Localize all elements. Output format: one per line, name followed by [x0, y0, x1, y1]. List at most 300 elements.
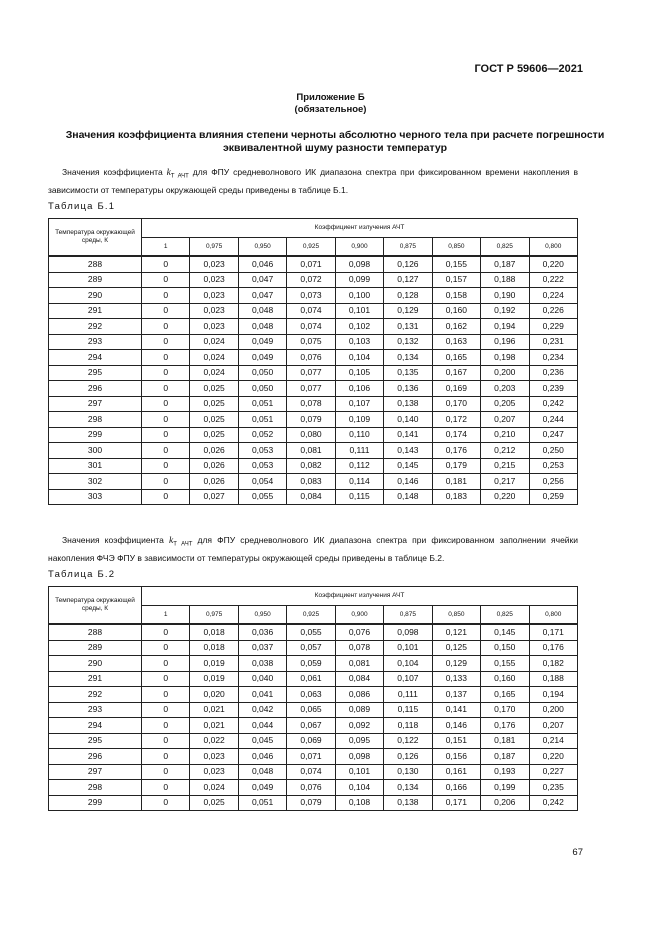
coefficient-cell: 0: [142, 303, 190, 319]
coefficient-cell: 0,126: [384, 256, 432, 272]
temperature-cell: 292: [49, 687, 142, 703]
coefficient-cell: 0: [142, 733, 190, 749]
table-row: [49, 303, 578, 319]
coefficient-cell: 0,079: [287, 795, 335, 811]
coefficient-cell: 0,104: [335, 780, 383, 796]
coefficient-cell: 0,051: [238, 396, 286, 412]
coefficient-cell: 0,162: [432, 319, 480, 335]
coefficient-cell: 0,048: [238, 764, 286, 780]
table1-header-group: Коэффициент излучения АЧТ: [142, 219, 578, 238]
coefficient-cell: 0,115: [384, 702, 432, 718]
table-row: [49, 365, 578, 381]
coefficient-cell: 0,107: [335, 396, 383, 412]
coefficient-cell: 0,192: [481, 303, 529, 319]
para2-prefix: Значения коэффициента: [62, 535, 169, 545]
coefficient-cell: 0: [142, 396, 190, 412]
table-row: [49, 656, 578, 672]
coefficient-cell: 0: [142, 365, 190, 381]
coefficient-cell: 0,156: [432, 749, 480, 765]
coefficient-cell: 0,146: [432, 718, 480, 734]
coefficient-cell: 0,023: [190, 749, 238, 765]
temperature-cell: 300: [49, 443, 142, 459]
table2-column-header: 0,975: [190, 606, 238, 625]
table1-column-header: 0,925: [287, 238, 335, 257]
coefficient-cell: 0,165: [432, 350, 480, 366]
table-row: [49, 780, 578, 796]
para2-symbol: k: [168, 536, 174, 546]
coefficient-cell: 0,129: [384, 303, 432, 319]
coefficient-cell: 0,071: [287, 256, 335, 272]
coefficient-cell: 0,027: [190, 489, 238, 505]
coefficient-cell: 0,193: [481, 764, 529, 780]
coefficient-cell: 0,176: [481, 718, 529, 734]
table-row: [49, 256, 578, 272]
table-row: [49, 474, 578, 490]
coefficient-cell: 0,112: [335, 458, 383, 474]
table-row: [49, 427, 578, 443]
coefficient-cell: 0,210: [481, 427, 529, 443]
table1-column-header: 0,800: [529, 238, 578, 257]
coefficient-cell: 0: [142, 256, 190, 272]
para1-suffix: для ФПУ средневолнового ИК диапазона спектра при фиксированном времени накопления в зависимости от температуры окружающей среды приведены в таблице Б.1.: [48, 167, 579, 195]
coefficient-cell: 0,179: [432, 458, 480, 474]
coefficient-cell: 0,222: [529, 272, 578, 288]
table1-column-header: 0,825: [481, 238, 529, 257]
coefficient-cell: 0,256: [529, 474, 578, 490]
coefficient-cell: 0: [142, 350, 190, 366]
coefficient-cell: 0,145: [481, 624, 529, 640]
table1: [48, 218, 578, 505]
coefficient-cell: 0,038: [238, 656, 286, 672]
coefficient-cell: 0,065: [287, 702, 335, 718]
coefficient-cell: 0,019: [190, 656, 238, 672]
para1-symbol: k: [166, 168, 171, 178]
coefficient-cell: 0: [142, 458, 190, 474]
coefficient-cell: 0,114: [335, 474, 383, 490]
coefficient-cell: 0,079: [287, 412, 335, 428]
coefficient-cell: 0,170: [481, 702, 529, 718]
coefficient-cell: 0: [142, 427, 190, 443]
table2-caption: Таблица Б.2: [48, 569, 116, 580]
coefficient-cell: 0,103: [335, 334, 383, 350]
temperature-cell: 295: [49, 733, 142, 749]
coefficient-cell: 0,075: [287, 334, 335, 350]
table1-header-temperature: Температура окружающей среды, К: [49, 219, 142, 257]
coefficient-cell: 0,067: [287, 718, 335, 734]
temperature-cell: 296: [49, 381, 142, 397]
coefficient-cell: 0,083: [287, 474, 335, 490]
coefficient-cell: 0,137: [432, 687, 480, 703]
coefficient-cell: 0,250: [529, 443, 578, 459]
table-row: [49, 396, 578, 412]
coefficient-cell: 0,071: [287, 749, 335, 765]
table2-column-header: 0,825: [481, 606, 529, 625]
coefficient-cell: 0,046: [238, 256, 286, 272]
coefficient-cell: 0: [142, 702, 190, 718]
coefficient-cell: 0: [142, 443, 190, 459]
coefficient-cell: 0,104: [384, 656, 432, 672]
coefficient-cell: 0,158: [432, 288, 480, 304]
appendix-status: (обязательное): [294, 104, 367, 115]
table-row: [49, 702, 578, 718]
coefficient-cell: 0,244: [529, 412, 578, 428]
coefficient-cell: 0,108: [335, 795, 383, 811]
temperature-cell: 288: [49, 624, 142, 640]
table-row: [49, 272, 578, 288]
coefficient-cell: 0,092: [335, 718, 383, 734]
coefficient-cell: 0,018: [190, 624, 238, 640]
table2-header-temperature: Температура окружающей среды, К: [49, 587, 142, 625]
temperature-cell: 290: [49, 288, 142, 304]
table1-column-header: 0,950: [238, 238, 286, 257]
temperature-cell: 298: [49, 412, 142, 428]
coefficient-cell: 0,141: [432, 702, 480, 718]
temperature-cell: 291: [49, 303, 142, 319]
temperature-cell: 298: [49, 780, 142, 796]
coefficient-cell: 0: [142, 319, 190, 335]
coefficient-cell: 0,059: [287, 656, 335, 672]
coefficient-cell: 0,045: [238, 733, 286, 749]
coefficient-cell: 0,160: [432, 303, 480, 319]
temperature-cell: 297: [49, 764, 142, 780]
table1-body: [49, 256, 578, 505]
coefficient-cell: 0,239: [529, 381, 578, 397]
coefficient-cell: 0,207: [529, 718, 578, 734]
coefficient-cell: 0,099: [335, 272, 383, 288]
temperature-cell: 293: [49, 334, 142, 350]
coefficient-cell: 0,118: [384, 718, 432, 734]
coefficient-cell: 0,041: [238, 687, 286, 703]
coefficient-cell: 0: [142, 795, 190, 811]
coefficient-cell: 0,098: [335, 749, 383, 765]
coefficient-cell: 0: [142, 474, 190, 490]
page-number: 67: [572, 847, 583, 858]
coefficient-cell: 0,025: [190, 795, 238, 811]
coefficient-cell: 0,082: [287, 458, 335, 474]
coefficient-cell: 0,022: [190, 733, 238, 749]
coefficient-cell: 0,224: [529, 288, 578, 304]
coefficient-cell: 0,018: [190, 640, 238, 656]
coefficient-cell: 0,063: [287, 687, 335, 703]
coefficient-cell: 0,025: [190, 412, 238, 428]
table2-column-header: 0,850: [432, 606, 480, 625]
coefficient-cell: 0,051: [238, 412, 286, 428]
table-row: [49, 489, 578, 505]
temperature-cell: 296: [49, 749, 142, 765]
coefficient-cell: 0: [142, 640, 190, 656]
coefficient-cell: 0: [142, 412, 190, 428]
coefficient-cell: 0,077: [287, 381, 335, 397]
coefficient-cell: 0,226: [529, 303, 578, 319]
appendix-title: Приложение Б: [296, 92, 365, 103]
temperature-cell: 302: [49, 474, 142, 490]
table1-column-header: 0,875: [384, 238, 432, 257]
coefficient-cell: 0,050: [238, 381, 286, 397]
coefficient-cell: 0,101: [335, 303, 383, 319]
temperature-cell: 301: [49, 458, 142, 474]
coefficient-cell: 0,128: [384, 288, 432, 304]
table-row: [49, 687, 578, 703]
coefficient-cell: 0,220: [529, 749, 578, 765]
temperature-cell: 299: [49, 427, 142, 443]
coefficient-cell: 0,200: [481, 365, 529, 381]
coefficient-cell: 0,176: [432, 443, 480, 459]
temperature-cell: 295: [49, 365, 142, 381]
coefficient-cell: 0,023: [190, 256, 238, 272]
table2-column-header: 0,925: [287, 606, 335, 625]
coefficient-cell: 0,021: [190, 702, 238, 718]
table-row: [49, 733, 578, 749]
coefficient-cell: 0,161: [432, 764, 480, 780]
temperature-cell: 299: [49, 795, 142, 811]
coefficient-cell: 0,214: [529, 733, 578, 749]
coefficient-cell: 0,176: [529, 640, 578, 656]
table-row: [49, 749, 578, 765]
coefficient-cell: 0,242: [529, 795, 578, 811]
coefficient-cell: 0,259: [529, 489, 578, 505]
coefficient-cell: 0,206: [481, 795, 529, 811]
coefficient-cell: 0,129: [432, 656, 480, 672]
coefficient-cell: 0: [142, 780, 190, 796]
coefficient-cell: 0,138: [384, 795, 432, 811]
coefficient-cell: 0,061: [287, 671, 335, 687]
coefficient-cell: 0,196: [481, 334, 529, 350]
coefficient-cell: 0,198: [481, 350, 529, 366]
coefficient-cell: 0,100: [335, 288, 383, 304]
coefficient-cell: 0,049: [238, 350, 286, 366]
coefficient-cell: 0,170: [432, 396, 480, 412]
coefficient-cell: 0,024: [190, 780, 238, 796]
coefficient-cell: 0,109: [335, 412, 383, 428]
coefficient-cell: 0,073: [287, 288, 335, 304]
coefficient-cell: 0,026: [190, 443, 238, 459]
coefficient-cell: 0,115: [335, 489, 383, 505]
coefficient-cell: 0,055: [238, 489, 286, 505]
coefficient-cell: 0,048: [238, 303, 286, 319]
table-row: [49, 458, 578, 474]
coefficient-cell: 0,023: [190, 272, 238, 288]
coefficient-cell: 0,072: [287, 272, 335, 288]
coefficient-cell: 0,098: [335, 256, 383, 272]
coefficient-cell: 0,024: [190, 334, 238, 350]
coefficient-cell: 0,040: [238, 671, 286, 687]
temperature-cell: 293: [49, 702, 142, 718]
coefficient-cell: 0,121: [432, 624, 480, 640]
coefficient-cell: 0,074: [287, 764, 335, 780]
coefficient-cell: 0,160: [481, 671, 529, 687]
coefficient-cell: 0,212: [481, 443, 529, 459]
coefficient-cell: 0,253: [529, 458, 578, 474]
table1-column-header: 0,900: [335, 238, 383, 257]
para2-suffix: для ФПУ средневолнового ИК диапазона спектра при фиксированном заполнении ячейки накопления ФЧЭ ФПУ в зависимости от температуры окружающей среды приведены в таблице Б.2.: [48, 535, 579, 563]
coefficient-cell: 0,023: [190, 303, 238, 319]
table-row: [49, 288, 578, 304]
coefficient-cell: 0,086: [335, 687, 383, 703]
coefficient-cell: 0: [142, 671, 190, 687]
table-row: [49, 334, 578, 350]
coefficient-cell: 0,181: [481, 733, 529, 749]
coefficient-cell: 0,055: [287, 624, 335, 640]
coefficient-cell: 0,127: [384, 272, 432, 288]
temperature-cell: 303: [49, 489, 142, 505]
coefficient-cell: 0: [142, 656, 190, 672]
table2-column-header: 0,875: [384, 606, 432, 625]
coefficient-cell: 0,181: [432, 474, 480, 490]
coefficient-cell: 0: [142, 624, 190, 640]
coefficient-cell: 0,046: [238, 749, 286, 765]
coefficient-cell: 0,171: [529, 624, 578, 640]
coefficient-cell: 0,155: [481, 656, 529, 672]
coefficient-cell: 0,080: [287, 427, 335, 443]
coefficient-cell: 0,081: [335, 656, 383, 672]
coefficient-cell: 0,217: [481, 474, 529, 490]
coefficient-cell: 0: [142, 489, 190, 505]
coefficient-cell: 0,106: [335, 381, 383, 397]
coefficient-cell: 0,077: [287, 365, 335, 381]
coefficient-cell: 0,163: [432, 334, 480, 350]
coefficient-cell: 0: [142, 687, 190, 703]
coefficient-cell: 0,199: [481, 780, 529, 796]
temperature-cell: 297: [49, 396, 142, 412]
temperature-cell: 289: [49, 640, 142, 656]
coefficient-cell: 0,167: [432, 365, 480, 381]
coefficient-cell: 0,155: [432, 256, 480, 272]
coefficient-cell: 0,047: [238, 288, 286, 304]
coefficient-cell: 0,188: [529, 671, 578, 687]
coefficient-cell: 0,098: [384, 624, 432, 640]
coefficient-cell: 0,069: [287, 733, 335, 749]
coefficient-cell: 0,132: [384, 334, 432, 350]
coefficient-cell: 0,131: [384, 319, 432, 335]
coefficient-cell: 0,084: [287, 489, 335, 505]
table2-column-header: 0,800: [529, 606, 578, 625]
coefficient-cell: 0,122: [384, 733, 432, 749]
coefficient-cell: 0,089: [335, 702, 383, 718]
coefficient-cell: 0,133: [432, 671, 480, 687]
coefficient-cell: 0,110: [335, 427, 383, 443]
coefficient-cell: 0,187: [481, 256, 529, 272]
coefficient-cell: 0,025: [190, 396, 238, 412]
table-row: [49, 764, 578, 780]
coefficient-cell: 0,236: [529, 365, 578, 381]
coefficient-cell: 0,101: [335, 764, 383, 780]
standard-number: ГОСТ Р 59606—2021: [474, 63, 583, 75]
coefficient-cell: 0,203: [481, 381, 529, 397]
table2: [48, 586, 578, 811]
coefficient-cell: 0: [142, 764, 190, 780]
coefficient-cell: 0,166: [432, 780, 480, 796]
coefficient-cell: 0,024: [190, 365, 238, 381]
coefficient-cell: 0,141: [384, 427, 432, 443]
coefficient-cell: 0,076: [335, 624, 383, 640]
coefficient-cell: 0: [142, 749, 190, 765]
coefficient-cell: 0,111: [335, 443, 383, 459]
table-row: [49, 381, 578, 397]
coefficient-cell: 0,052: [238, 427, 286, 443]
coefficient-cell: 0,174: [432, 427, 480, 443]
coefficient-cell: 0,107: [384, 671, 432, 687]
coefficient-cell: 0,019: [190, 671, 238, 687]
coefficient-cell: 0,081: [287, 443, 335, 459]
table1-column-header: 0,850: [432, 238, 480, 257]
table2-column-header: 0,900: [335, 606, 383, 625]
coefficient-cell: 0,105: [335, 365, 383, 381]
coefficient-cell: 0,220: [529, 256, 578, 272]
coefficient-cell: 0,205: [481, 396, 529, 412]
temperature-cell: 288: [49, 256, 142, 272]
appendix-header: [0, 92, 661, 116]
coefficient-cell: 0,020: [190, 687, 238, 703]
coefficient-cell: 0,194: [529, 687, 578, 703]
coefficient-cell: 0,169: [432, 381, 480, 397]
coefficient-cell: 0,047: [238, 272, 286, 288]
para1-subscript: T АЧТ: [170, 173, 189, 180]
coefficient-cell: 0,026: [190, 458, 238, 474]
coefficient-cell: 0,023: [190, 288, 238, 304]
coefficient-cell: 0,095: [335, 733, 383, 749]
coefficient-cell: 0,134: [384, 350, 432, 366]
table1-column-header: 1: [142, 238, 190, 257]
coefficient-cell: 0,044: [238, 718, 286, 734]
coefficient-cell: 0,049: [238, 334, 286, 350]
coefficient-cell: 0,042: [238, 702, 286, 718]
para1-prefix: Значения коэффициента: [62, 167, 167, 177]
coefficient-cell: 0,231: [529, 334, 578, 350]
coefficient-cell: 0,051: [238, 795, 286, 811]
table-row: [49, 350, 578, 366]
coefficient-cell: 0,126: [384, 749, 432, 765]
coefficient-cell: 0,101: [384, 640, 432, 656]
temperature-cell: 292: [49, 319, 142, 335]
coefficient-cell: 0,076: [287, 350, 335, 366]
coefficient-cell: 0,171: [432, 795, 480, 811]
coefficient-cell: 0,165: [481, 687, 529, 703]
coefficient-cell: 0,111: [384, 687, 432, 703]
paragraph-table2-intro: [48, 534, 578, 565]
coefficient-cell: 0,025: [190, 381, 238, 397]
table2-header-group: Коэффициент излучения АЧТ: [142, 587, 578, 606]
coefficient-cell: 0,036: [238, 624, 286, 640]
coefficient-cell: 0,215: [481, 458, 529, 474]
table-row: [49, 795, 578, 811]
coefficient-cell: 0: [142, 381, 190, 397]
coefficient-cell: 0,188: [481, 272, 529, 288]
coefficient-cell: 0,135: [384, 365, 432, 381]
table-row: [49, 671, 578, 687]
coefficient-cell: 0: [142, 288, 190, 304]
table2-column-header: 1: [142, 606, 190, 625]
coefficient-cell: 0,138: [384, 396, 432, 412]
coefficient-cell: 0,076: [287, 780, 335, 796]
coefficient-cell: 0,247: [529, 427, 578, 443]
coefficient-cell: 0,146: [384, 474, 432, 490]
coefficient-cell: 0,048: [238, 319, 286, 335]
table-row: [49, 640, 578, 656]
coefficient-cell: 0: [142, 272, 190, 288]
coefficient-cell: 0,143: [384, 443, 432, 459]
coefficient-cell: 0: [142, 334, 190, 350]
coefficient-cell: 0,037: [238, 640, 286, 656]
paragraph-table1-intro: [48, 166, 578, 197]
coefficient-cell: 0: [142, 718, 190, 734]
coefficient-cell: 0,151: [432, 733, 480, 749]
coefficient-cell: 0,053: [238, 458, 286, 474]
table-row: [49, 443, 578, 459]
table1-column-header: 0,975: [190, 238, 238, 257]
coefficient-cell: 0,229: [529, 319, 578, 335]
coefficient-cell: 0,220: [481, 489, 529, 505]
coefficient-cell: 0,187: [481, 749, 529, 765]
